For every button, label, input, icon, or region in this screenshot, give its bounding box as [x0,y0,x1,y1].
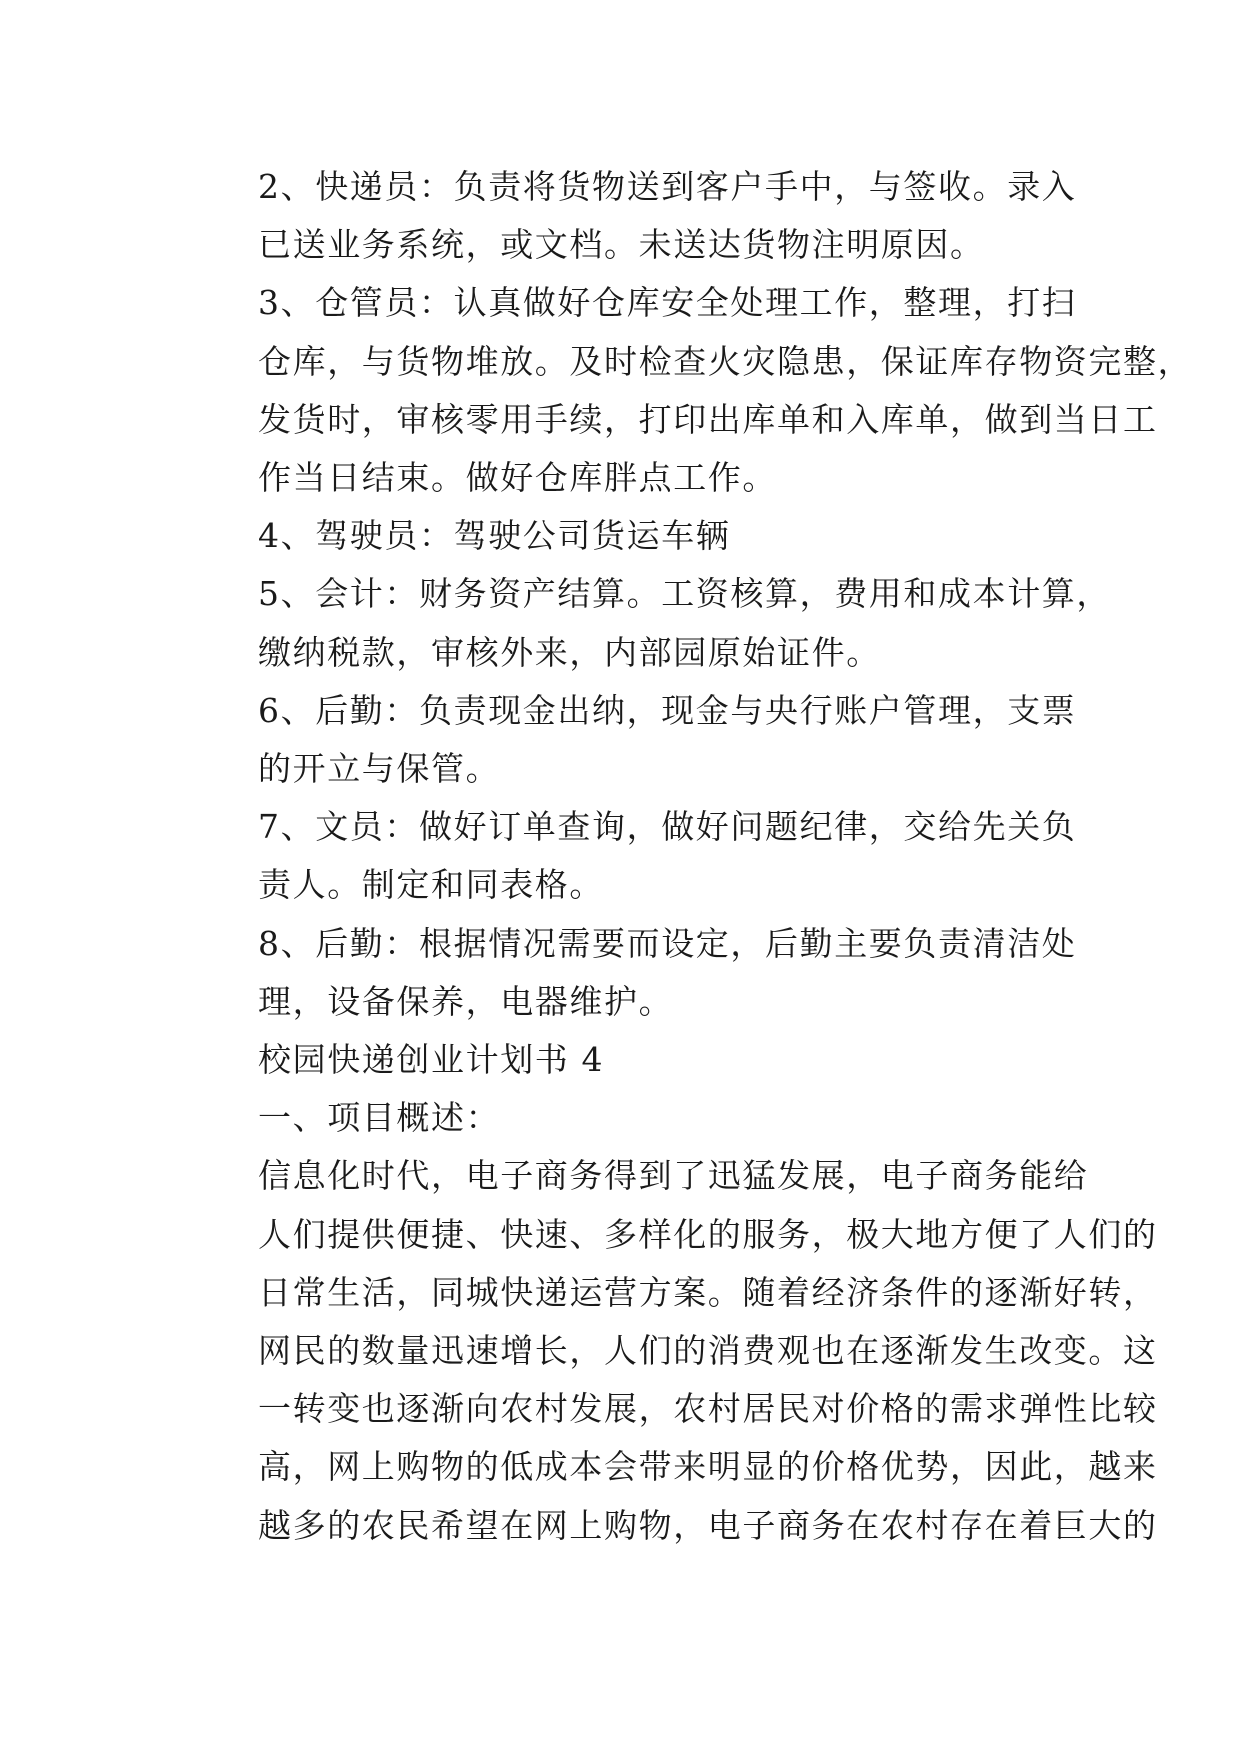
text-line: 日常生活，同城快递运营方案。随着经济条件的逐渐好转， [258,1272,1158,1312]
text-line: 一转变也逐渐向农村发展，农村居民对价格的需求弹性比较 [258,1389,1158,1429]
text-line: 责人。制定和同表格。 [258,865,604,905]
paragraph-driver [192,507,1052,565]
text-line: 作当日结束。做好仓库胖点工作。 [258,458,777,498]
text-line: 发货时，审核零用手续，打印出库单和入库单，做到当日工 [258,399,1158,439]
text-line: 人们提供便捷、快速、多样化的服务，极大地方便了人们的 [258,1214,1158,1254]
document-body [192,158,1193,1555]
text-line: 高，网上购物的低成本会带来明显的价格优势，因此，越来 [258,1447,1158,1487]
paragraph-logistics-cashier [192,682,1077,798]
text-line: 7、文员：做好订单查询，做好问题纪律，交给先关负 [258,807,1077,847]
text-line: 的开立与保管。 [258,749,501,789]
text-line: 4、驾驶员：驾驶公司货运车辆 [258,516,731,556]
text-line: 仓库，与货物堆放。及时检查火灾隐患，保证库存物资完整， [258,341,1193,381]
text-line: 理，设备保养，电器维护。 [258,981,674,1021]
text-line: 越多的农民希望在网上购物，电子商务在农村存在着巨大的 [258,1505,1158,1545]
paragraph-accountant [192,565,1111,681]
text-line: 缴纳税款，审核外来，内部园原始证件。 [258,632,881,672]
paragraph-plan-title [192,1031,1052,1089]
paragraph-logistics-support [192,915,1077,1031]
paragraph-overview [192,1147,1158,1554]
text-line: 校园快递创业计划书 4 [258,1040,605,1080]
text-line: 6、后勤：负责现金出纳，现金与央行账户管理，支票 [258,690,1077,730]
text-line: 信息化时代，电子商务得到了迅猛发展，电子商务能给 [258,1156,1089,1196]
text-line: 一、项目概述： [258,1098,501,1138]
text-line: 3、仓管员：认真做好仓库安全处理工作，整理，打扫 [258,283,1077,323]
paragraph-clerk [192,798,1077,914]
text-line: 8、后勤：根据情况需要而设定，后勤主要负责清洁处 [258,923,1077,963]
paragraph-courier [192,158,1077,274]
paragraph-section-heading [192,1089,1052,1147]
paragraph-warehouse-keeper [192,274,1193,507]
text-line: 5、会计：财务资产结算。工资核算，费用和成本计算， [258,574,1111,614]
text-line: 网民的数量迅速增长，人们的消费观也在逐渐发生改变。这 [258,1331,1158,1371]
text-line: 已送业务系统，或文档。未送达货物注明原因。 [258,225,985,265]
text-line: 2、快递员：负责将货物送到客户手中，与签收。录入 [258,167,1077,206]
